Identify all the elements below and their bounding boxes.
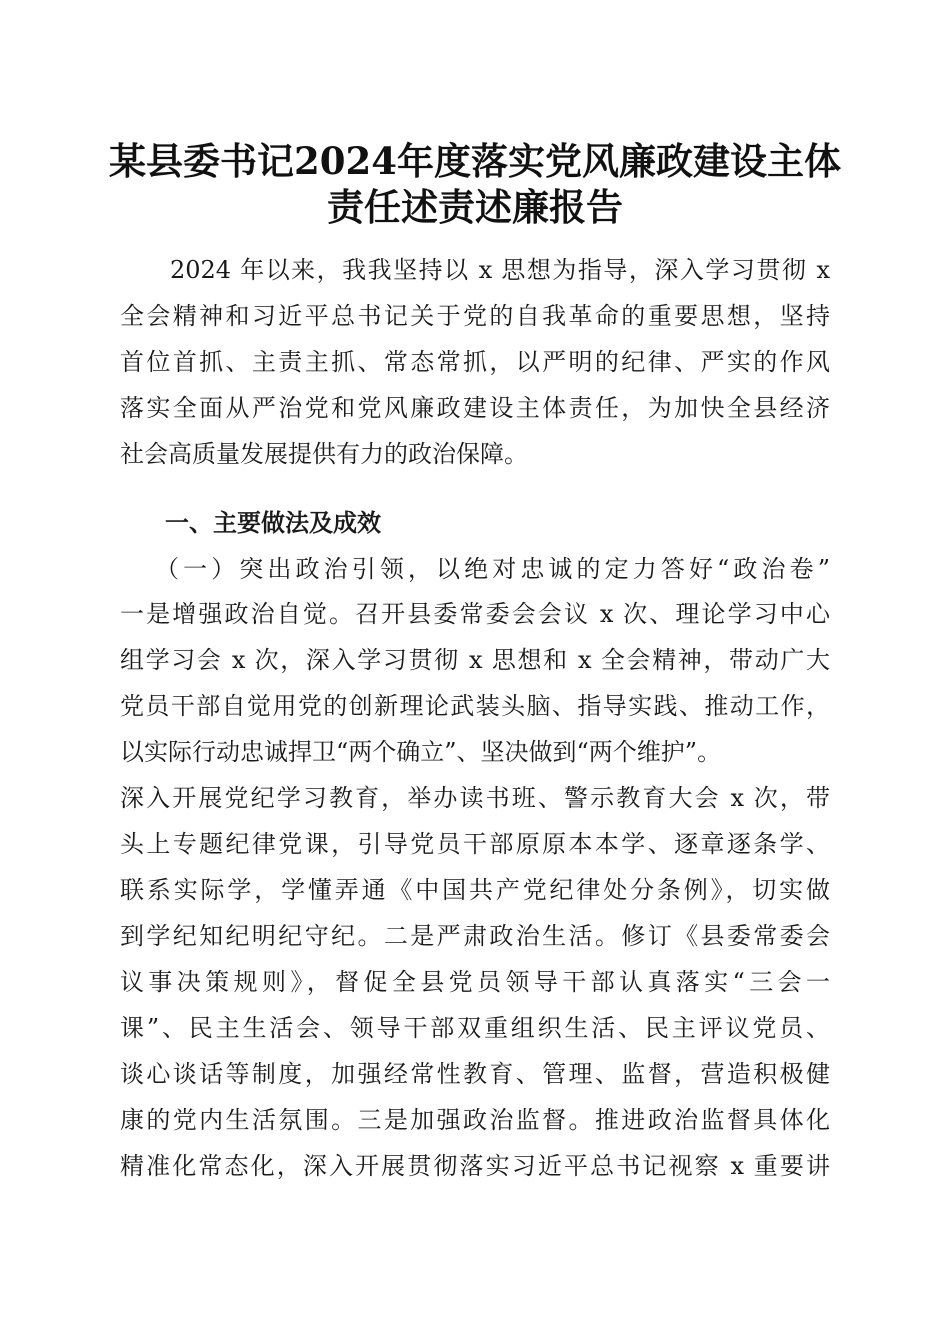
document-title-line-1: 某县委书记2024年度落实党风廉政建设主体 [109,139,841,183]
document-title-line-2: 责任述责述廉报告 [327,185,623,229]
subsection-heading: （一）突出政治引领，以绝对忠诚的定力答好“政治卷” [155,555,830,583]
paragraph-line: 谈心谈话等制度，加强经常性教育、管理、监督，营造积极健 [120,1060,830,1088]
paragraph-line: 议事决策规则》，督促全县党员领导干部认真落实“三会一 [120,968,830,996]
paragraph-line: 组学习会 x 次，深入学习贯彻 x 思想和 x 全会精神，带动广大 [120,646,830,674]
section-heading: 一、主要做法及成效 [165,509,381,537]
paragraph-line: 头上专题纪律党课，引导党员干部原原本本学、逐章逐条学、 [120,830,830,858]
paragraph-line: 深入开展党纪学习教育，举办读书班、警示教育大会 x 次，带 [120,784,830,812]
paragraph-line: 全会精神和习近平总书记关于党的自我革命的重要思想，坚持 [120,302,830,330]
paragraph-line: 康的党内生活氛围。三是加强政治监督。推进政治监督具体化 [120,1106,830,1134]
paragraph-line: 2024 年以来，我我坚持以 x 思想为指导，深入学习贯彻 x [170,256,830,284]
paragraph-line: 首位首抓、主责主抓、常态常抓，以严明的纪律、严实的作风 [120,348,830,376]
paragraph-line: 社会高质量发展提供有力的政治保障。 [120,440,528,468]
paragraph-line: 党员干部自觉用党的创新理论武装头脑、指导实践、推动工作， [120,692,830,720]
paragraph-line: 课”、民主生活会、领导干部双重组织生活、民主评议党员、 [120,1014,830,1042]
paragraph-line: 精准化常态化，深入开展贯彻落实习近平总书记视察 x 重要讲 [120,1152,830,1180]
paragraph-line: 以实际行动忠诚捍卫“两个确立”、坚决做到“两个维护”。 [120,738,722,766]
paragraph-line: 一是增强政治自觉。召开县委常委会会议 x 次、理论学习中心 [120,600,830,628]
paragraph-line: 到学纪知纪明纪守纪。二是严肃政治生活。修订《县委常委会 [120,922,830,950]
paragraph-line: 落实全面从严治党和党风廉政建设主体责任，为加快全县经济 [120,394,830,422]
paragraph-line: 联系实际学，学懂弄通《中国共产党纪律处分条例》，切实做 [120,876,830,904]
